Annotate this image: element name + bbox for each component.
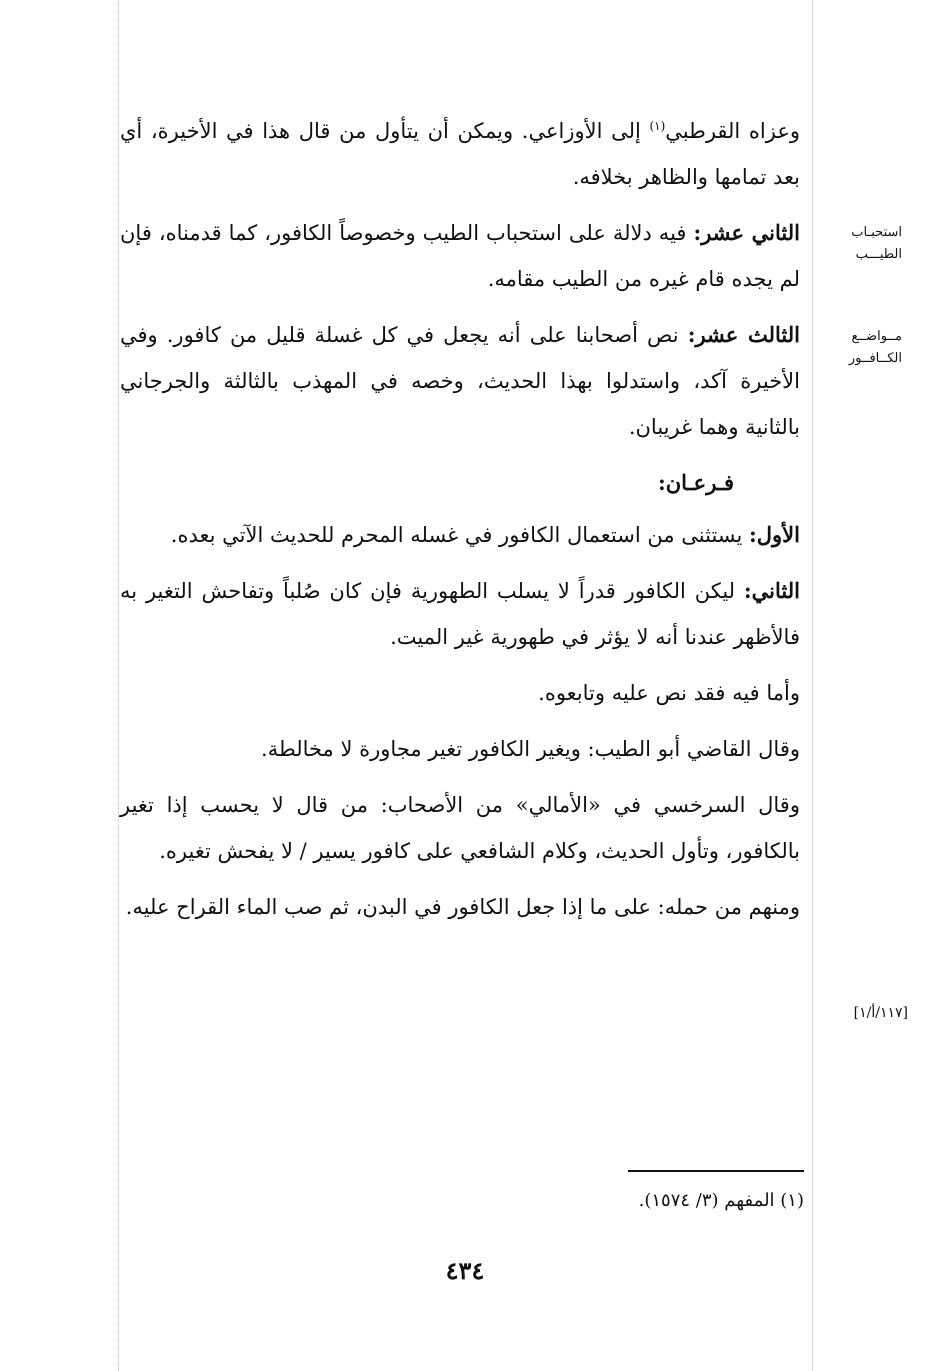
- paragraph-text: ليكن الكافور قدراً لا يسلب الطهورية فإن كان صُلباً وتفاحش التغير به فالأظهر عندنا أنه لا يؤثر في طهورية غير الميت.: [120, 579, 800, 649]
- paragraph-second: [120, 568, 800, 660]
- paragraph-text: نص أصحابنا على أنه يجعل في كل غسلة قليل من كافور. وفي الأخيرة آكد، واستدلوا بهذا الحديث، وخصه في المهذب بالثالثة والجرجاني بالثانية وهما غريبان.: [120, 323, 800, 439]
- footnote-separator: [628, 1170, 804, 1172]
- paragraph-lead: الثاني:: [743, 578, 800, 603]
- paragraph-text: وعزاه القرطبي: [665, 119, 800, 143]
- margin-note-manuscript-ref: [١١٧/أ/١]: [853, 1005, 908, 1021]
- right-margin-guide: [812, 0, 813, 1371]
- paragraph-twelfth: [120, 210, 800, 302]
- paragraph-text: وأما فيه فقد نص عليه وتابعوه.: [538, 681, 800, 705]
- paragraph-fourth: [120, 726, 800, 772]
- paragraph-text: إلى الأوزاعي. ويمكن أن يتأول من قال هذا في الأخيرة، أي بعد تمامها والظاهر بخلافه.: [120, 119, 800, 189]
- paragraph-text: ومنهم من حمله: على ما إذا جعل الكافور في البدن، ثم صب الماء القراح عليه.: [125, 895, 800, 919]
- left-margin-guide: [118, 0, 119, 1371]
- paragraph-text: فيه دلالة على استحباب الطيب وخصوصاً الكافور، كما قدمناه، فإن لم يجده قام غيره من الطيب مقامه.: [120, 221, 800, 291]
- paragraph-thirteenth: [120, 312, 800, 450]
- margin-note-camphor: مــواضــع الكــافــور: [848, 329, 902, 366]
- paragraph-text: يستثنى من استعمال الكافور في غسله المحرم للحديث الآتي بعده.: [170, 523, 750, 547]
- footnote: (١) المفهم (٣/ ١٥٧٤).: [638, 1190, 804, 1211]
- paragraph-third: [120, 670, 800, 716]
- paragraph-lead: الأول:: [749, 522, 800, 547]
- paragraph-text: وقال القاضي أبو الطيب: ويغير الكافور تغير مجاورة لا مخالطة.: [261, 737, 800, 761]
- margin-note-perfume: استحبـاب الطيـــب: [851, 225, 902, 262]
- paragraph-lead: الثاني عشر:: [693, 220, 801, 245]
- main-text: [120, 108, 800, 940]
- paragraph-first: [120, 512, 800, 558]
- paragraph-sixth: [120, 884, 800, 930]
- paragraph-text: وقال السرخسي في «الأمالي» من الأصحاب: من قال لا يحسب إذا تغير بالكافور، وتأول الحديث، وكلام الشافعي على كافور يسير / لا يفحش تغيره.: [120, 793, 800, 863]
- section-subheading: فـرعـان:: [657, 470, 734, 495]
- footnote-marker[interactable]: (١): [649, 119, 666, 133]
- paragraph-intro: [120, 108, 800, 200]
- page-number: ٤٣٤: [445, 1256, 485, 1285]
- paragraph-lead: الثالث عشر:: [687, 322, 800, 347]
- paragraph-fifth: [120, 782, 800, 874]
